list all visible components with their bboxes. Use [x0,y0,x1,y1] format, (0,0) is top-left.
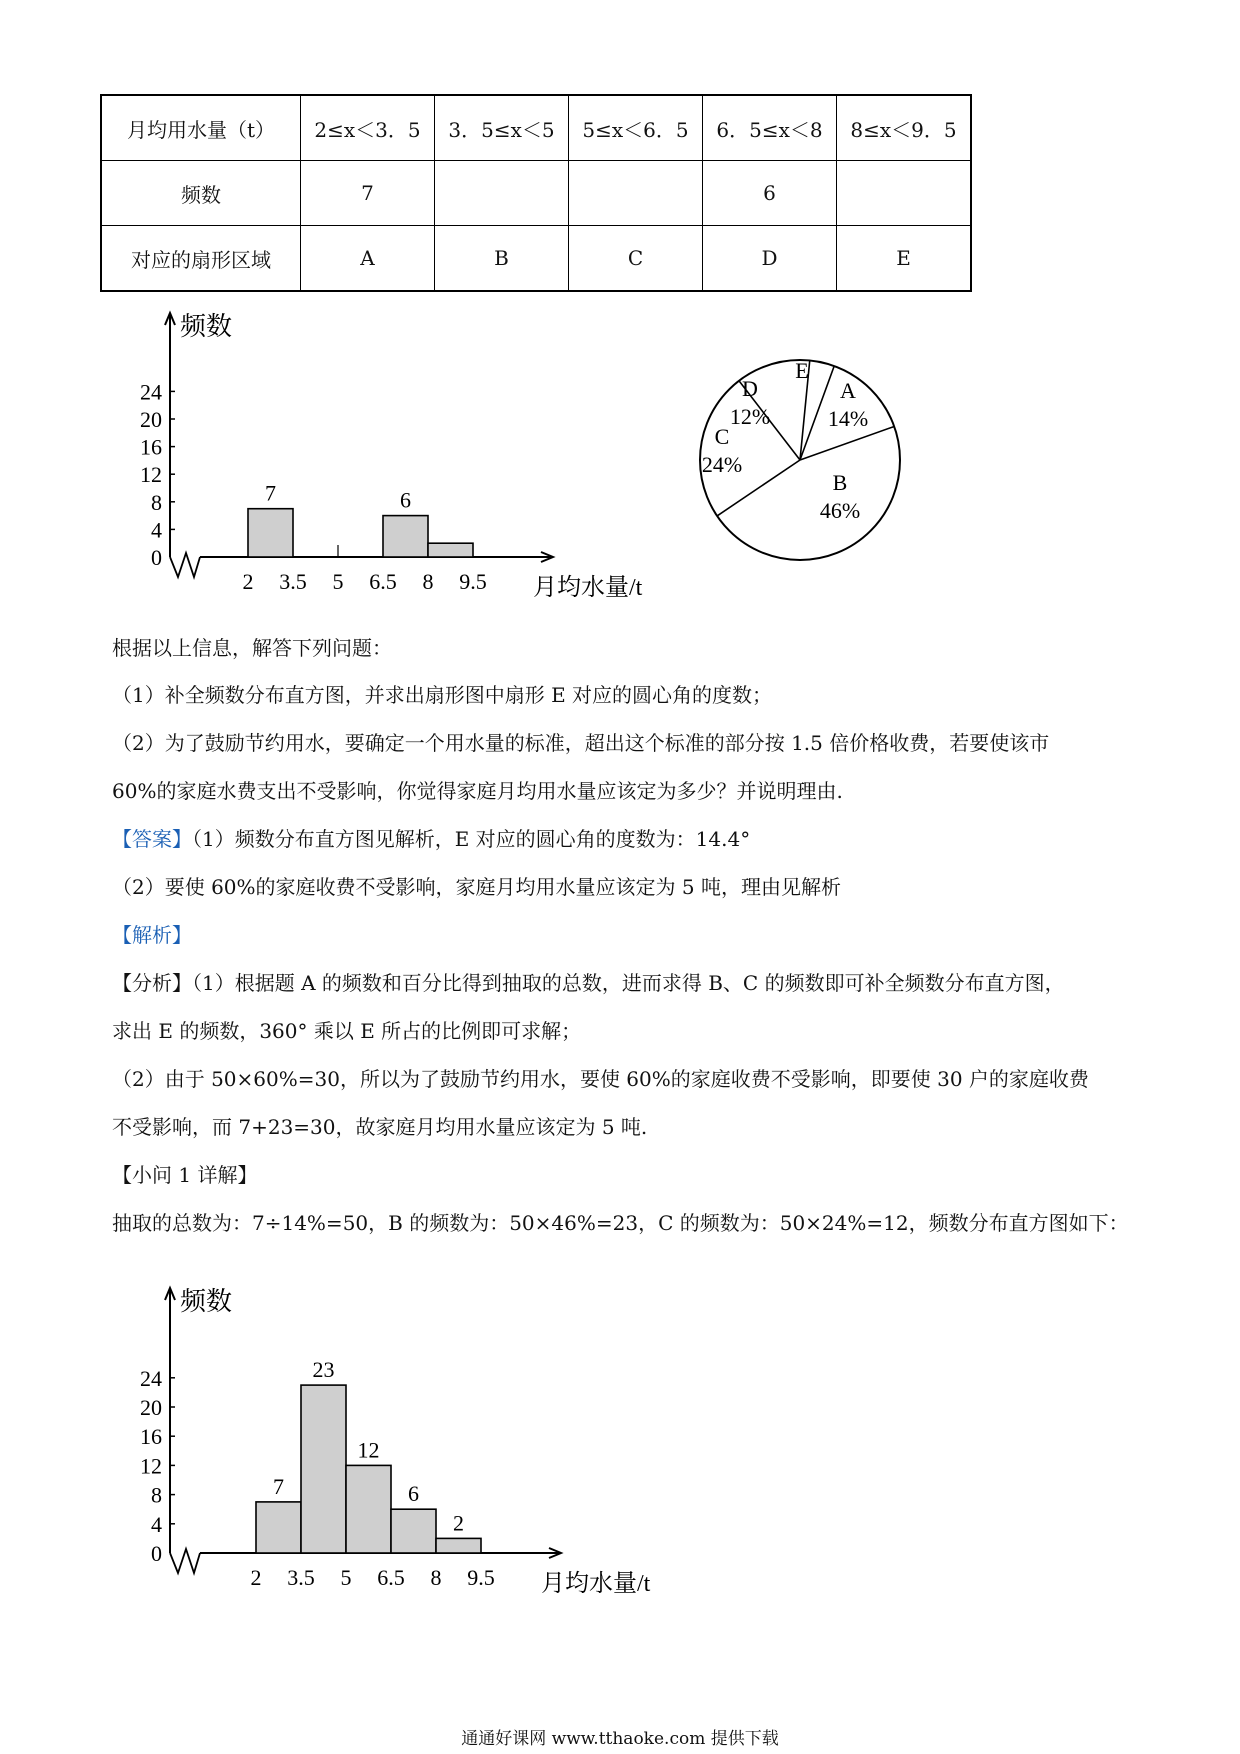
x-tick-label: 3.5 [287,1565,315,1590]
y-tick-label: 20 [140,407,162,432]
histogram-bar [436,1538,481,1553]
y-tick-label: 24 [140,379,162,405]
pie-slice-percent: 46% [819,498,861,523]
fenxi-text: （1）根据题 A 的频数和百分比得到抽取的总数，进而求得 B、C 的频数即可补全频数分布直方图， [192,971,1065,995]
table-row [101,95,971,161]
pie-slice-label: A [840,378,856,403]
table-cell: 2≤x＜3．5 [301,95,435,161]
pie-slice-percent: 12% [729,404,771,429]
answer-line-1 [112,824,750,854]
analysis-line-2: 求出 E 的频数，360° 乘以 E 所占的比例即可求解； [112,1019,582,1043]
x-tick-label: 9.5 [459,569,487,594]
pie-slice-label: E [795,358,809,383]
x-tick-label: 8 [430,1565,442,1590]
y-tick-label: 0 [151,545,162,570]
x-tick-label: 8 [422,569,434,594]
pie-chart [680,340,920,580]
histogram-bar [391,1509,436,1553]
table-row [101,161,971,226]
histogram-bar [346,1465,391,1553]
y-axis-label: 频数 [180,312,233,341]
bar-value-label: 6 [400,487,411,513]
table-cell: E [837,226,972,292]
table-cell [569,161,703,226]
table-cell: 6．5≤x＜8 [703,95,837,161]
table-cell: A [301,226,435,292]
table-cell: 5≤x＜6．5 [569,95,703,161]
x-axis-label: 月均水量/t [541,1571,651,1597]
sub-question-1-heading: 【小问 1 详解】 [112,1163,258,1187]
bar-value-label: 6 [408,1481,419,1507]
bar-value-label: 7 [273,1473,284,1499]
y-tick-label: 24 [140,1365,162,1391]
histogram-bar [248,509,293,557]
x-tick-label: 9.5 [467,1565,495,1590]
y-tick-label: 16 [140,1424,162,1450]
histogram-bar [383,516,428,557]
bar-value-label: 7 [265,480,276,506]
bar-value-label: 23 [312,1357,335,1383]
table-cell [837,161,972,226]
y-tick-label: 12 [140,1453,162,1479]
analysis-line-1 [112,968,1065,998]
histogram-bar [256,1502,301,1553]
x-tick-label: 6.5 [377,1565,405,1590]
x-tick-label: 5 [340,1565,352,1590]
table-row [101,226,971,292]
y-tick-label: 8 [151,1482,162,1508]
intro-text: 根据以上信息，解答下列问题： [112,636,392,660]
x-axis-label: 月均水量/t [533,575,643,601]
question-1: （1）补全频数分布直方图，并求出扇形图中扇形 E 对应的圆心角的度数； [112,683,773,707]
histogram-incomplete [140,305,660,610]
histogram-bar [301,1385,346,1553]
y-tick-label: 16 [140,434,162,460]
table-cell: C [569,226,703,292]
footer: 通通好课网 www.tthaoke.com 提供下载 [461,1729,779,1749]
answer-tag: 【答案】 [112,827,192,851]
table-cell: 6 [703,161,837,226]
bar-value-label: 12 [357,1437,380,1463]
table-cell: 3．5≤x＜5 [435,95,569,161]
axis-break [170,1549,200,1573]
fenxi-tag: 【分析】 [112,971,192,995]
question-2-line-2: 60%的家庭水费支出不受影响，你觉得家庭月均用水量应该定为多少？并说明理由. [112,779,843,803]
pie-slice-label: C [714,424,730,449]
detail-text: 抽取的总数为：7÷14%=50，B 的频数为：50×46%=23，C 的频数为：50×24%=12，频数分布直方图如下： [112,1211,1129,1235]
analysis-tag: 【解析】 [112,923,192,947]
answer-line-2: （2）要使 60%的家庭收费不受影响，家庭月均用水量应该定为 5 吨，理由见解析 [112,875,841,899]
pie-slice-percent: 14% [827,406,869,431]
y-axis-label: 频数 [180,1287,233,1316]
question-2-line-1: （2）为了鼓励节约用水，要确定一个用水量的标准，超出这个标准的部分按 1.5 倍价格收费，若要使该市 [112,731,1050,755]
bar-value-label: 2 [453,1510,464,1536]
analysis-line-4: 不受影响，而 7+23=30，故家庭月均用水量应该定为 5 吨. [112,1115,648,1139]
x-tick-label: 6.5 [369,569,397,594]
pie-slice-label: D [742,376,758,401]
table-cell [435,161,569,226]
table-cell: D [703,226,837,292]
x-tick-label: 5 [332,569,344,594]
y-tick-label: 0 [151,1541,162,1566]
axis-break [170,553,200,577]
x-tick-label: 3.5 [279,569,307,594]
y-tick-label: 4 [151,1511,162,1537]
pie-slice-percent: 24% [701,452,743,477]
histogram-bar [428,543,473,557]
table-cell: 月均用水量（t） [101,95,301,161]
y-tick-label: 12 [140,462,162,488]
pie-slice-label: B [832,470,848,495]
table-cell: 8≤x＜9．5 [837,95,972,161]
table-cell: 7 [301,161,435,226]
histogram-complete [140,1278,660,1598]
table-cell: 频数 [101,161,301,226]
y-tick-label: 4 [151,517,162,543]
y-tick-label: 20 [140,1395,162,1420]
x-tick-label: 2 [242,569,254,594]
frequency-table [100,94,972,292]
x-tick-label: 2 [250,1565,262,1590]
table-cell: 对应的扇形区域 [101,226,301,292]
table-cell: B [435,226,569,292]
analysis-line-3: （2）由于 50×60%=30，所以为了鼓励节约用水，要使 60%的家庭收费不受影响，即要使 30 户的家庭收费 [112,1067,1089,1091]
y-tick-label: 8 [151,489,162,515]
answer-text: （1）频数分布直方图见解析，E 对应的圆心角的度数为：14.4° [192,827,751,851]
